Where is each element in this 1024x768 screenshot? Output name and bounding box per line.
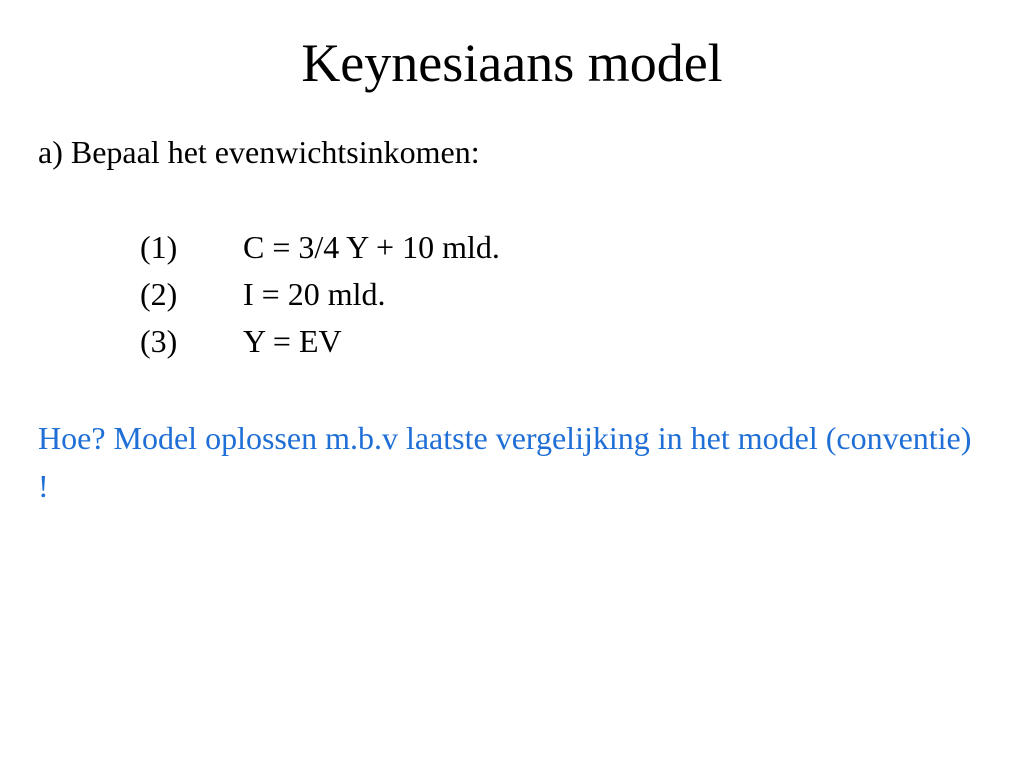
equation-1 bbox=[140, 224, 500, 271]
hint-text: Hoe? Model oplossen m.b.v laatste vergelijking in het model (conventie) ! bbox=[38, 420, 972, 504]
question-text: a) Bepaal het evenwichtsinkomen: bbox=[38, 134, 480, 170]
equation-formula: I = 20 mld. bbox=[243, 276, 386, 312]
equation-number: (3) bbox=[140, 323, 178, 359]
equation-number: (2) bbox=[140, 276, 178, 312]
equation-list bbox=[140, 224, 500, 365]
equation-formula: C = 3/4 Y + 10 mld. bbox=[243, 229, 500, 265]
equation-2 bbox=[140, 271, 500, 318]
equation-number: (1) bbox=[140, 229, 178, 265]
slide-title: Keynesiaans model bbox=[301, 33, 723, 93]
equation-formula: Y = EV bbox=[243, 323, 342, 359]
equation-3 bbox=[140, 318, 500, 365]
